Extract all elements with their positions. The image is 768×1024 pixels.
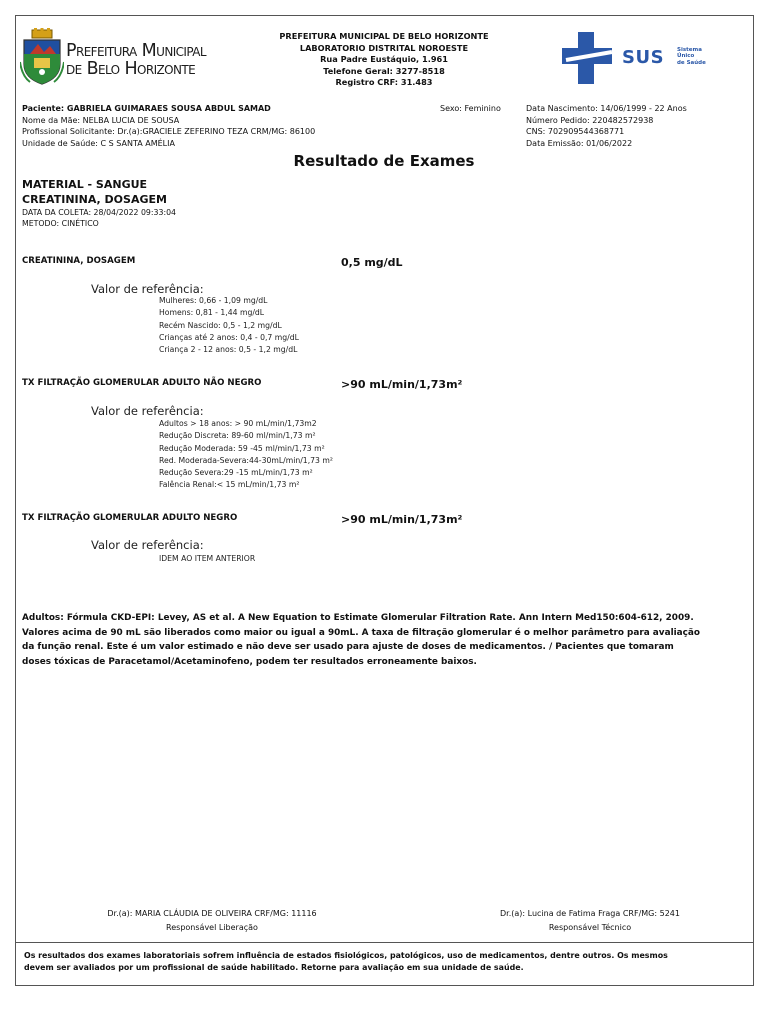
exam-name: TX FILTRAÇÃO GLOMERULAR ADULTO NÃO NEGRO	[22, 378, 262, 388]
order-number: Número Pedido: 220482572938	[526, 115, 654, 125]
sus-logo-subtitle	[677, 47, 706, 66]
reference-values	[159, 418, 333, 492]
note-line: Adultos: Fórmula CKD-EPI: Levey, AS et al. A New Equation to Estimate Glomerular Filtration Rate. Ann Intern Med150:604-612, 2009.	[22, 613, 694, 623]
pbh-logo-line-1: Prefeitura Municipal	[66, 41, 206, 61]
exam-result-value: 0,5 mg/dL	[341, 256, 403, 269]
health-unit: Unidade de Saúde: C S SANTA AMÉLIA	[22, 138, 175, 148]
method-note	[22, 611, 750, 669]
reference-line: Crianças até 2 anos: 0,4 - 0,7 mg/dL	[159, 332, 299, 342]
sus-sub-line: Sistema	[677, 47, 702, 53]
header-line: LABORATORIO DISTRITAL NOROESTE	[299, 42, 469, 53]
header-line: Rua Padre Eustáquio, 1.961	[320, 54, 448, 65]
material-exam: CREATININA, DOSAGEM	[22, 192, 167, 206]
reference-line: IDEM AO ITEM ANTERIOR	[159, 554, 256, 563]
requesting-professional: Profissional Solicitante: Dr.(a):GRACIELE ZEFERINO TEZA CRM/MG: 86100	[22, 127, 316, 137]
issue-date: Data Emissão: 01/06/2022	[526, 138, 633, 148]
header-line: Registro CRF: 31.483	[335, 77, 433, 88]
reference-line: Homens: 0,81 - 1,44 mg/dL	[159, 308, 265, 318]
signature-name: Dr.(a): MARIA CLÁUDIA DE OLIVEIRA CRF/MG: 11116	[107, 909, 317, 918]
exam-name: TX FILTRAÇÃO GLOMERULAR ADULTO NEGRO	[22, 513, 238, 523]
collection-date: DATA DA COLETA: 28/04/2022 09:33:04	[22, 208, 176, 217]
material-title: MATERIAL - SANGUE	[22, 178, 148, 191]
sus-cross-icon	[560, 30, 620, 86]
reference-line: Criança 2 - 12 anos: 0,5 - 1,2 mg/dL	[159, 345, 298, 355]
reference-line: Recém Nascido: 0,5 - 1,2 mg/dL	[159, 320, 282, 330]
birth-date: Data Nascimento: 14/06/1999 - 22 Anos	[526, 104, 687, 113]
exam-result-value: >90 mL/min/1,73m²	[341, 378, 463, 391]
lab-header	[240, 31, 528, 89]
patient-info-right	[526, 103, 687, 149]
material-section	[22, 178, 176, 229]
reference-line: Red. Moderada-Severa:44-30mL/min/1,73 m²	[159, 455, 333, 465]
coat-of-arms-icon	[20, 28, 64, 86]
reference-line: Redução Moderada: 59 -45 ml/min/1,73 m²	[159, 443, 325, 453]
patient-name: Paciente: GABRIELA GUIMARAES SOUSA ABDUL SAMAD	[22, 104, 271, 113]
signature-role: Responsável Técnico	[548, 922, 632, 932]
reference-label: Valor de referência:	[91, 282, 204, 296]
header-line: PREFEITURA MUNICIPAL DE BELO HORIZONTE	[279, 31, 489, 41]
signature-role: Responsável Liberação	[166, 922, 258, 932]
header-line: Telefone Geral: 3277-8518	[323, 65, 445, 76]
reference-line: Redução Discreta: 89-60 ml/min/1,73 m²	[159, 431, 316, 441]
sus-logo-word: SUS	[622, 47, 665, 68]
reference-line: Redução Severa:29 -15 mL/min/1,73 m²	[159, 468, 313, 478]
reference-line: Adultos > 18 anos: > 90 mL/min/1,73m2	[159, 419, 317, 428]
signature-technical	[470, 907, 710, 934]
footer-line: Os resultados dos exames laboratoriais sofrem influência de estados fisiológicos, patológicos, uso de medicamentos, dentre outros. Os mesmos	[24, 951, 668, 960]
pbh-logo-line-2: de Belo Horizonte	[66, 59, 196, 79]
reference-label: Valor de referência:	[91, 538, 204, 552]
page-title: Resultado de Exames	[293, 152, 475, 170]
reference-values	[159, 295, 299, 356]
exam-name: CREATININA, DOSAGEM	[22, 256, 136, 266]
note-line: doses tóxicas de Paracetamol/Acetaminofeno, podem ter resultados erroneamente baixos.	[22, 656, 477, 667]
footer-divider	[16, 942, 753, 943]
sus-logo	[560, 30, 710, 86]
reference-line: Mulheres: 0,66 - 1,09 mg/dL	[159, 296, 268, 305]
reference-label: Valor de referência:	[91, 404, 204, 418]
method: METODO: CINÉTICO	[22, 219, 99, 228]
sus-sub-line: de Saúde	[677, 59, 706, 66]
patient-sex: Sexo: Feminino	[440, 104, 501, 113]
mother-name: Nome da Mãe: NELBA LUCIA DE SOUSA	[22, 115, 180, 125]
signature-name: Dr.(a): Lucina de Fatima Fraga CRF/MG: 5241	[500, 909, 680, 918]
footer-line: devem ser avaliados por um profissional de saúde habilitado. Retorne para avaliação em sua unidade de saúde.	[24, 963, 524, 973]
sus-sub-line: Único	[677, 53, 695, 60]
reference-values	[159, 553, 255, 565]
patient-info-left	[22, 103, 315, 149]
cns-number: CNS: 702909544368771	[526, 127, 625, 137]
pbh-logo	[20, 28, 230, 90]
footer-disclaimer	[24, 950, 748, 974]
note-line: Valores acima de 90 mL são liberados como maior ou igual a 90mL. A taxa de filtração glomerular é o melhor parâmetro para avaliação	[22, 627, 700, 638]
pbh-logo-text	[66, 42, 206, 78]
reference-line: Falência Renal:< 15 mL/min/1,73 m²	[159, 480, 300, 490]
note-line: da função renal. Este é um valor estimado e não deve ser usado para ajuste de doses de medicamentos. / Pacientes que tomaram	[22, 642, 674, 653]
signature-release	[92, 907, 332, 934]
exam-result-value: >90 mL/min/1,73m²	[341, 513, 463, 526]
